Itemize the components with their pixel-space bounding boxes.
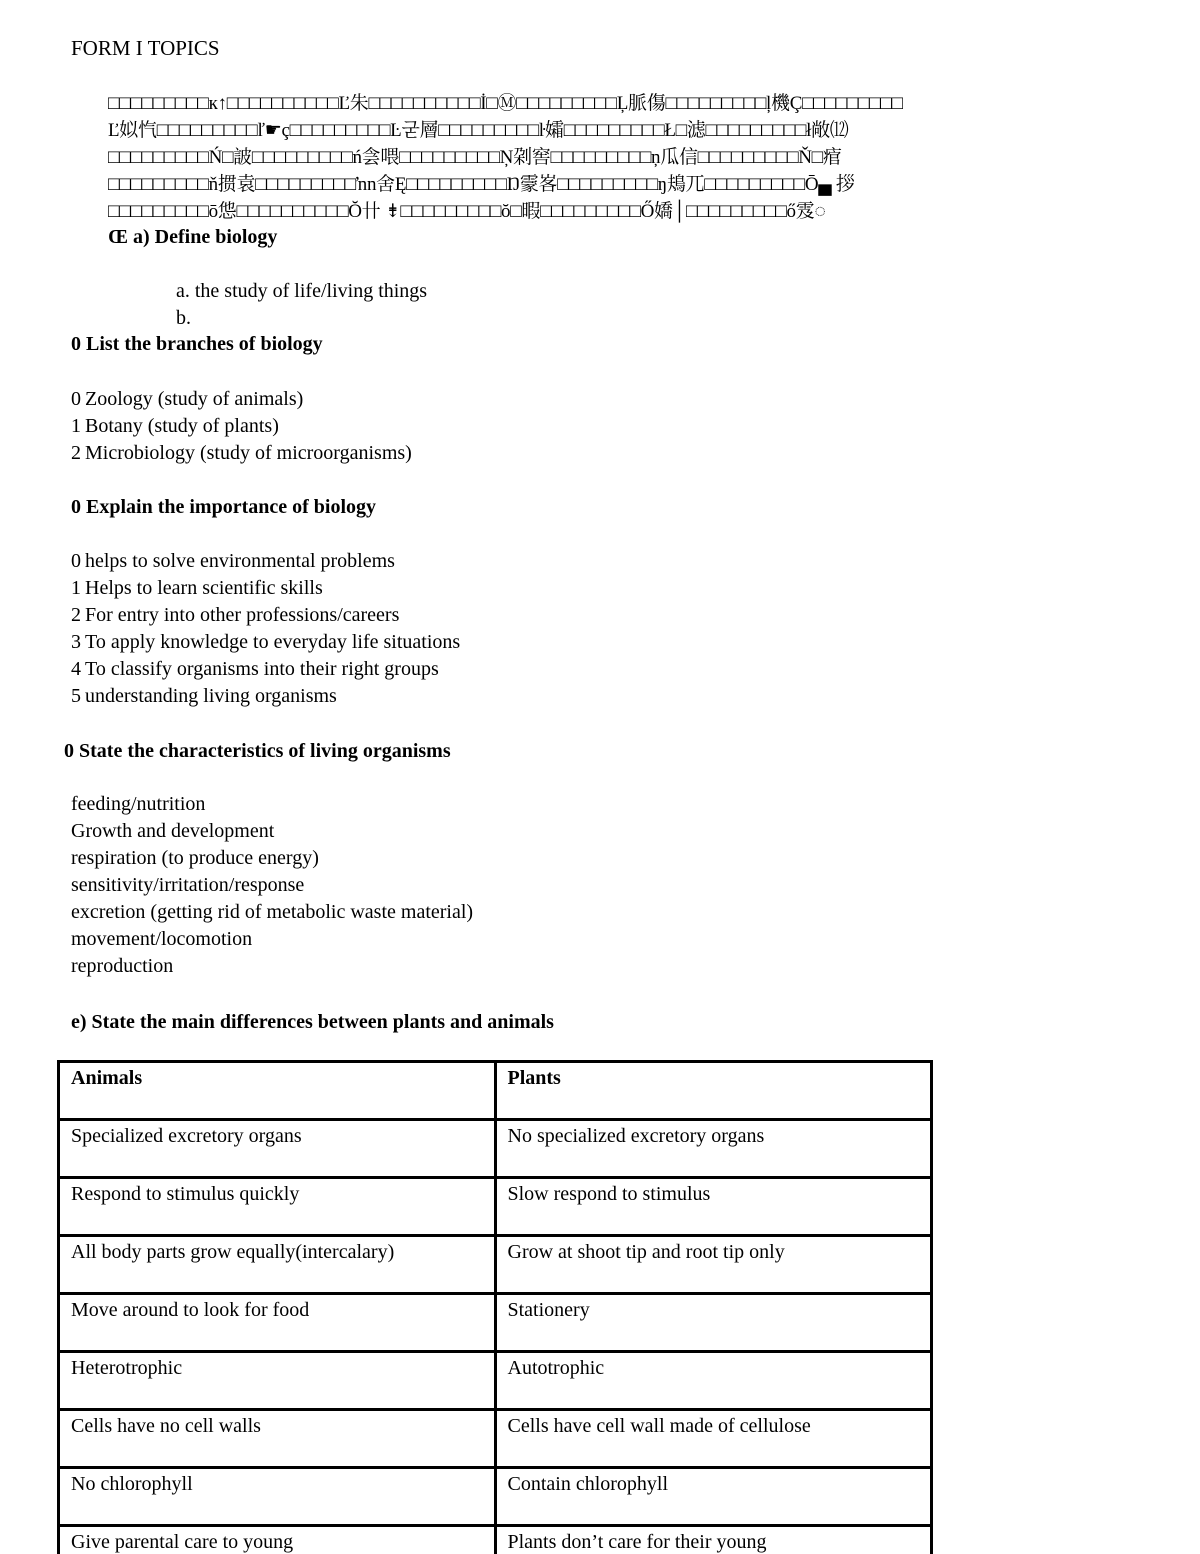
table-cell: Cells have no cell walls xyxy=(59,1410,496,1468)
table-cell: Cells have cell wall made of cellulose xyxy=(495,1410,932,1468)
list-item-text: Botany (study of plants) xyxy=(85,415,279,437)
list-item-text: For entry into other professions/careers xyxy=(85,604,399,626)
table-row xyxy=(59,1294,932,1352)
list-item-number: 1 xyxy=(71,415,85,438)
list-item xyxy=(71,631,460,654)
list-item-number: 5 xyxy=(71,685,85,708)
section-e-heading: e) State the main differences between plants and animals xyxy=(71,1011,554,1034)
table-header-cell: Animals xyxy=(59,1062,496,1120)
list-item-number: 0 xyxy=(71,388,85,411)
section-a-answer: a. the study of life/living things xyxy=(176,280,427,303)
list-item: feeding/nutrition xyxy=(71,793,205,816)
table-cell: All body parts grow equally(intercalary) xyxy=(59,1236,496,1294)
list-item xyxy=(71,685,337,708)
list-item-number: 2 xyxy=(71,604,85,627)
list-item-number: 3 xyxy=(71,631,85,654)
list-item: sensitivity/irritation/response xyxy=(71,874,304,897)
table-header-cell: Plants xyxy=(495,1062,932,1120)
list-item: excretion (getting rid of metabolic waste material) xyxy=(71,901,473,924)
section-b-heading: 0 List the branches of biology xyxy=(71,333,323,356)
list-item-text: understanding living organisms xyxy=(85,685,337,707)
list-item-text: helps to solve environmental problems xyxy=(85,550,395,572)
table-cell: No chlorophyll xyxy=(59,1468,496,1526)
table-cell: No specialized excretory organs xyxy=(495,1120,932,1178)
list-item-number: 1 xyxy=(71,577,85,600)
list-item xyxy=(71,658,439,681)
table-cell: Stationery xyxy=(495,1294,932,1352)
list-item-number: 0 xyxy=(71,550,85,573)
section-a-answer: b. xyxy=(176,307,191,330)
list-item-number: 2 xyxy=(71,442,85,465)
section-d-heading: 0 State the characteristics of living organisms xyxy=(64,740,451,763)
table-cell: Contain chlorophyll xyxy=(495,1468,932,1526)
table-cell: Heterotrophic xyxy=(59,1352,496,1410)
garbled-text-line: Ľ姒忾□□□□□□□□□ľ☛ç□□□□□□□□□Ŀ굳層□□□□□□□□□ŀ孀□□□□□□□□□Ł□滤□□□□□□□□□ł敞⑿ xyxy=(108,117,848,144)
table-cell: Respond to stimulus quickly xyxy=(59,1178,496,1236)
table-cell: Slow respond to stimulus xyxy=(495,1178,932,1236)
list-item: Growth and development xyxy=(71,820,274,843)
table-cell: Move around to look for food xyxy=(59,1294,496,1352)
list-item xyxy=(71,442,412,465)
list-item xyxy=(71,577,323,600)
table-row xyxy=(59,1236,932,1294)
table-cell: Autotrophic xyxy=(495,1352,932,1410)
list-item-text: Microbiology (study of microorganisms) xyxy=(85,442,412,464)
table-row xyxy=(59,1468,932,1526)
list-item: respiration (to produce energy) xyxy=(71,847,319,870)
garbled-text-line: □□□□□□□□□Ń□詖□□□□□□□□□ń侌喂□□□□□□□□□Ņ刴窖□□□□□□□□□ņ瓜信□□□□□□□□□Ň□痯 xyxy=(108,144,842,171)
list-item xyxy=(71,388,303,411)
list-item xyxy=(71,550,395,573)
list-item xyxy=(71,415,279,438)
table-header-row xyxy=(59,1062,932,1120)
table-row xyxy=(59,1120,932,1178)
table-cell: Give parental care to young xyxy=(59,1526,496,1554)
list-item-text: Zoology (study of animals) xyxy=(85,388,303,410)
list-item-text: To classify organisms into their right groups xyxy=(85,658,439,680)
garbled-text-line: □□□□□□□□□к↑□□□□□□□□□□Ľ朱□□□□□□□□□□İ□Ⓜ□□□□□□□□□Ļ脈傷□□□□□□□□□ļ機Ç□□□□□□□□□ xyxy=(108,90,903,117)
list-item-text: Helps to learn scientific skills xyxy=(85,577,323,599)
table-cell: Specialized excretory organs xyxy=(59,1120,496,1178)
garbled-text-line: □□□□□□□□□ň掼袁□□□□□□□□□ŉn舍Ę□□□□□□□□□Ŋ霥峉□□□□□□□□□ŋ鳺兀□□□□□□□□□Ō▄ 拶 xyxy=(108,171,855,198)
table-row xyxy=(59,1526,932,1554)
list-item xyxy=(71,604,399,627)
list-item: reproduction xyxy=(71,955,173,978)
garbled-text-line: □□□□□□□□□ō怹□□□□□□□□□□Ŏ卄 ⇟□□□□□□□□□ŏ□暇□□□□□□□□□Ő嬌│□□□□□□□□□ő雭◌ xyxy=(108,198,825,225)
list-item-number: 4 xyxy=(71,658,85,681)
section-c-heading: 0 Explain the importance of biology xyxy=(71,496,376,519)
table-row xyxy=(59,1410,932,1468)
table-cell: Grow at shoot tip and root tip only xyxy=(495,1236,932,1294)
list-item-text: To apply knowledge to everyday life situations xyxy=(85,631,460,653)
document-title: FORM I TOPICS xyxy=(71,36,220,61)
table-row xyxy=(59,1352,932,1410)
list-item: movement/locomotion xyxy=(71,928,252,951)
section-a-heading: Œ a) Define biology xyxy=(108,226,277,249)
table-row xyxy=(59,1178,932,1236)
differences-table xyxy=(57,1060,933,1554)
table-cell: Plants don’t care for their young xyxy=(495,1526,932,1554)
